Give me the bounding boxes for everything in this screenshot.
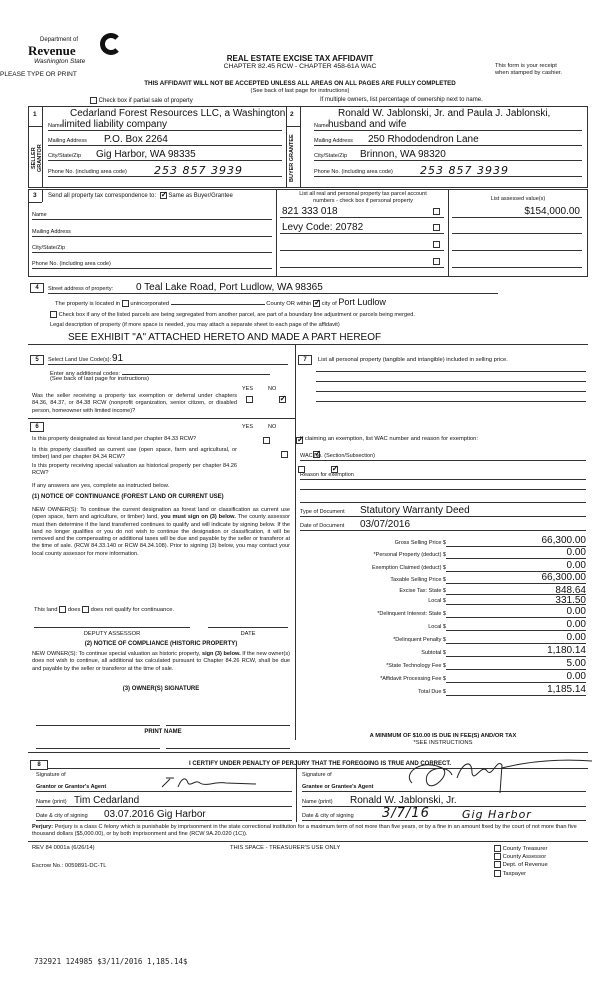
buyer-phone-field[interactable] (314, 164, 582, 177)
seller-city-label: City/State/Zip (48, 153, 82, 159)
corr-phone-field[interactable] (32, 258, 272, 269)
buyer-side-label: BUYER GRANTEE (289, 134, 295, 182)
yes-header: YES (242, 424, 254, 430)
print-name-line-1[interactable] (36, 744, 160, 749)
located-label: The property is located in (55, 301, 121, 307)
fin-label: *Delinquent Penalty $ (393, 637, 446, 643)
notice-2-part-a: NEW OWNER(S): To continue special valuation as historic property, (32, 651, 201, 657)
partial-sale-row (90, 97, 193, 104)
seller-city-field[interactable] (48, 149, 282, 161)
please-print: PLEASE TYPE OR PRINT (0, 71, 77, 78)
divider (296, 760, 297, 822)
unincorporated-label: unincorporated (130, 301, 170, 307)
notice-2-bold: sign (3) below. (201, 651, 241, 657)
city-of-label: city of (321, 301, 337, 307)
qualify-label: This land (34, 607, 58, 614)
reason-line[interactable] (300, 485, 586, 490)
owner-signature-line-1[interactable] (36, 721, 160, 726)
fin-value[interactable]: 1,180.14 (446, 645, 586, 657)
logo-line1: Department of (40, 37, 79, 43)
divider (28, 841, 588, 842)
corr-city-field[interactable] (32, 242, 272, 253)
fin-label: Total Due $ (418, 689, 446, 695)
fin-row (300, 683, 590, 696)
legal-description-value: SEE EXHIBIT "A" ATTACHED HERETO AND MADE A PART HEREOF (68, 332, 382, 343)
see-back-note: (See back of last page for instructions) (250, 88, 350, 94)
additional-codes-field[interactable] (122, 369, 270, 375)
seller-mailing-label: Mailing Address (48, 138, 87, 144)
deputy-assessor-signature-line[interactable] (34, 622, 190, 628)
reason-label: Reason for exemption (300, 472, 354, 478)
exemption-claim-label: If claiming an exemption, list WAC number and reason for exemption: (300, 436, 478, 442)
column-divider (295, 344, 296, 740)
fin-label: *Personal Property (deduct) $ (373, 552, 446, 558)
fin-value[interactable]: 66,300.00 (446, 572, 586, 584)
grantor-name-field[interactable] (36, 795, 292, 807)
copy-label: County Treasurer (502, 846, 548, 853)
assessed-value-field[interactable] (452, 238, 582, 251)
buyer-name-label: Name (314, 123, 329, 129)
does-not-label: does not qualify for continuance. (90, 607, 175, 614)
personal-property-line[interactable] (316, 367, 586, 372)
parcel-row[interactable] (280, 221, 444, 234)
segregated-checkbox[interactable] (50, 311, 57, 318)
seller-phone-value: 253 857 3939 (154, 164, 243, 177)
fin-row (300, 547, 590, 560)
grantor-sig-label-2: Grantor or Grantor's Agent (36, 784, 107, 790)
parcel-header: List all real and personal property tax parcel account numbers - check box if personal property (299, 191, 427, 204)
seller-mailing-value: P.O. Box 2264 (104, 134, 168, 145)
reason-field[interactable] (300, 471, 586, 480)
completion-warning: THIS AFFIDAVIT WILL NOT BE ACCEPTED UNLESS ALL AREAS ON ALL PAGES ARE FULLY COMPLETED (144, 80, 456, 87)
grantor-date-label: Date & city of signing (36, 813, 88, 819)
fin-value[interactable]: 5.00 (446, 658, 586, 670)
same-as-buyer-label: Same as Buyer/Grantee (168, 193, 233, 200)
notice-1-bold: you must sign on (3) below. (160, 514, 236, 521)
divider (28, 344, 588, 345)
no-header: NO (268, 424, 277, 430)
document-date-field[interactable] (300, 519, 586, 531)
divider (448, 189, 449, 277)
grantor-name-value: Tim Cedarland (74, 795, 140, 806)
segregated-row (50, 311, 415, 318)
copy-distribution-list (494, 845, 548, 878)
divider (286, 106, 287, 188)
section-5-number: 5 (30, 355, 44, 365)
county-field[interactable] (171, 298, 265, 305)
divider (286, 126, 300, 127)
fin-label: *State Technology Fee $ (386, 663, 446, 669)
seller-phone-label: Phone No. (including area code) (48, 169, 127, 175)
financials-table (300, 534, 590, 696)
owner-signature-title: (3) OWNER(S) SIGNATURE (122, 686, 200, 692)
document-type-field[interactable] (300, 505, 586, 517)
city-checkbox[interactable] (313, 300, 320, 307)
county-or-label: County OR within (266, 301, 312, 307)
fin-row (300, 572, 590, 585)
fin-label: *Affidavit Processing Fee $ (380, 676, 446, 682)
fin-label: *Delinquent Interest: State $ (377, 611, 446, 617)
perjury-bold: Perjury: (32, 824, 54, 830)
grantee-date-value: 3/7/16 (382, 806, 430, 821)
fin-value[interactable]: 848.64 (446, 585, 586, 595)
assessor-date-line[interactable] (208, 622, 288, 628)
fin-value[interactable]: 66,300.00 (446, 535, 586, 547)
does-not-qualify-checkbox[interactable] (82, 606, 89, 613)
parcel-number: Levy Code: 20782 (282, 222, 364, 233)
divider (28, 126, 42, 127)
buyer-city-label: City/State/Zip (314, 153, 348, 159)
buyer-name-field[interactable] (314, 120, 582, 131)
notice-2-part-b: If the new owner(s) does not wish to continue, all additional tax calculated pursuant to Chapter 84.26 RCW, shall be due and payable by the seller or transferor at the time of sale. (32, 651, 290, 672)
corr-name-label: Name (32, 212, 47, 218)
notice-2-text (32, 651, 290, 673)
buyer-mailing-field[interactable] (314, 134, 582, 146)
deputy-assessor-label: DEPUTY ASSESSOR (83, 631, 141, 637)
fin-value[interactable]: 0.00 (446, 632, 586, 644)
fin-label: Subtotal $ (421, 650, 446, 656)
fin-row (300, 584, 590, 595)
fin-row (300, 559, 590, 572)
fin-value[interactable]: 0.00 (446, 560, 586, 572)
assessed-value-field[interactable] (452, 221, 582, 234)
section-7-number: 7 (298, 355, 312, 365)
copy-item (494, 870, 548, 878)
land-use-label: Select Land Use Code(s): (48, 357, 111, 363)
exemption-yes-checkbox[interactable] (246, 396, 253, 403)
correspondence-label: Send all property tax correspondence to: (48, 193, 157, 200)
grantee-name-value: Ronald W. Jablonski, Jr. (350, 795, 457, 806)
segregated-label: Check box if any of the listed parcels are being segregated from another parcel, are part of a boundary line adjustment or parcels being merged. (58, 311, 415, 318)
legal-description-label: Legal description of property (if more space is needed, you may attach a separate sheet to each page of the affidavit) (50, 322, 340, 328)
personal-property-checkbox[interactable] (433, 208, 440, 215)
corr-mailing-label: Mailing Address (32, 229, 71, 235)
print-name-line-2[interactable] (166, 744, 290, 749)
copy-item (494, 853, 548, 861)
fin-row (300, 605, 590, 618)
section-1-number: 1 (33, 111, 37, 118)
copy-checkbox[interactable] (494, 845, 501, 852)
assessed-value-field[interactable] (452, 205, 582, 218)
seller-name-label: Name (48, 123, 63, 129)
seller-name-field[interactable] (48, 120, 282, 131)
grantor-date-field[interactable] (36, 809, 292, 821)
divider (276, 189, 277, 277)
notice-1-part-b: The county assessor must then determine if the land transferred continues to qualify and will indicate by signing below. If the land no longer qualifies or you do not wish to continue the designation or classification, it will be removed and the compensating or additional taxes will be due and payable by the seller or transferor at the time of sale. (RCW 84.33.140 or RCW 84.34.108). Prior to signing (3) below, you may contact your local county assessor for more information. (32, 514, 291, 557)
minimum-due-note: A MINIMUM OF $10.00 IS DUE IN FEE(S) AND/OR TAX (369, 733, 517, 739)
buyer-mailing-value: 250 Rhododendron Lane (368, 134, 479, 145)
corr-city-label: City/State/Zip (32, 245, 66, 251)
section-4-number: 4 (30, 283, 44, 293)
divider (300, 106, 301, 188)
personal-property-line[interactable] (316, 387, 586, 392)
qualify-row (34, 606, 174, 613)
fin-label: Taxable Selling Price $ (390, 577, 446, 583)
personal-property-checkbox[interactable] (433, 224, 440, 231)
section-3-number: 3 (33, 192, 37, 199)
grantee-sig-label-2: Grantee or Grantee's Agent (302, 784, 374, 790)
notice-1-title: (1) NOTICE OF CONTINUANCE (FOREST LAND OR CURRENT USE) (32, 494, 224, 500)
fin-row (300, 595, 590, 606)
grantee-name-field[interactable] (302, 795, 586, 807)
fin-label: Local $ (428, 624, 446, 630)
seller-side-label: SELLER GRANTOR (31, 144, 43, 172)
section-6-number: 6 (30, 422, 44, 432)
certify-statement: I CERTIFY UNDER PENALTY OF PERJURY THAT THE FOREGOING IS TRUE AND CORRECT. (188, 761, 452, 767)
grantee-signature-field[interactable] (302, 779, 586, 792)
print-name-label: PRINT NAME (144, 729, 182, 735)
logo-line3: Washington State (34, 58, 86, 65)
no-header: NO (268, 386, 277, 392)
section-8-number: 8 (30, 760, 48, 770)
notice-1-text (32, 507, 290, 558)
copy-label: Dept. of Revenue (502, 862, 548, 869)
corr-phone-label: Phone No. (including area code) (32, 261, 111, 267)
parcel-row[interactable] (280, 205, 444, 218)
same-as-buyer-checkbox[interactable] (160, 192, 167, 199)
land-use-field[interactable] (48, 354, 288, 365)
notice-2-title: (2) NOTICE OF COMPLIANCE (HISTORIC PROPERTY) (84, 641, 238, 647)
logo-line2: Revenue (28, 43, 76, 58)
parcel-row[interactable] (280, 238, 444, 251)
perjury-notice (32, 824, 588, 838)
buyer-name-line2: husband and wife (328, 119, 407, 130)
buyer-phone-value: 253 857 3939 (420, 164, 509, 177)
divider (42, 189, 43, 202)
seller-name-line2: limited liability company (62, 119, 168, 130)
fin-row (300, 534, 590, 547)
grantee-date-field[interactable] (302, 806, 586, 821)
divider (28, 202, 42, 203)
corr-name-field[interactable] (32, 210, 272, 220)
fin-row (300, 631, 590, 644)
street-address-value: 0 Teal Lake Road, Port Ludlow, WA 98365 (136, 282, 323, 293)
copy-checkbox[interactable] (494, 853, 501, 860)
grantor-signature-field[interactable] (36, 779, 292, 792)
current-use-yes-checkbox[interactable] (281, 451, 288, 458)
fin-value[interactable]: 1,185.14 (446, 684, 586, 696)
fin-value[interactable]: 0.00 (446, 606, 586, 618)
assessed-header: List assessed value(s) (490, 196, 546, 202)
copy-item (494, 861, 548, 869)
forest-land-question: Is this property designated as forest land per chapter 84.33 RCW? (32, 436, 197, 442)
property-location-row (55, 297, 386, 307)
buyer-mailing-label: Mailing Address (314, 138, 353, 144)
city-value: Port Ludlow (338, 297, 386, 307)
buyer-phone-label: Phone No. (including area code) (314, 169, 393, 175)
cashier-stamp: 732921 124985 $3/11/2016 1,185.14$ (34, 957, 188, 966)
personal-property-checkbox[interactable] (433, 258, 440, 265)
buyer-city-value: Brinnon, WA 98320 (360, 149, 446, 160)
grantor-sig-label-1: Signature of (36, 772, 66, 778)
corr-mailing-field[interactable] (32, 226, 272, 237)
fin-label: Gross Selling Price $ (394, 539, 446, 546)
copy-checkbox[interactable] (494, 861, 501, 868)
fin-value[interactable]: 0.00 (446, 619, 586, 631)
wac-field[interactable] (300, 452, 586, 461)
partial-sale-checkbox[interactable] (90, 97, 97, 104)
exemption-no-checkbox[interactable] (279, 396, 286, 403)
multiple-owners-note: If multiple owners, list percentage of ownership next to name. (320, 97, 483, 103)
form-subtitle: CHAPTER 82.45 RCW - CHAPTER 458-61A WAC (223, 63, 377, 70)
dor-logo (28, 37, 138, 69)
assessed-value: $154,000.00 (524, 206, 580, 217)
copy-item (494, 845, 548, 853)
seller-mailing-field[interactable] (48, 134, 282, 146)
additional-codes-label: Enter any additional codes: (50, 371, 120, 377)
form-title: REAL ESTATE EXCISE TAX AFFIDAVIT (226, 54, 374, 63)
personal-property-label: List all personal property (tangible and intangible) included in selling price. (318, 357, 508, 363)
buyer-city-field[interactable] (314, 149, 582, 161)
exemption-question: Was the seller receiving a property tax exemption or deferral under chapters 84.36, 84.37, or 84.38 RCW (nonprofit organization, senior citizen, or disabled person, homeowner with limited income)? (32, 393, 237, 414)
correspondence-row (48, 192, 233, 199)
wac-label: WAC No. (Section/Subsection) (300, 453, 375, 459)
fin-row (300, 644, 590, 657)
fin-row (300, 618, 590, 631)
document-type-value: Statutory Warranty Deed (360, 505, 470, 516)
unincorporated-checkbox[interactable] (122, 300, 129, 307)
fin-label: Exemption Claimed (deduct) $ (372, 564, 446, 571)
revision-code: REV 84 0001a (6/26/14) (32, 845, 95, 851)
fin-value[interactable]: 331.50 (446, 595, 586, 605)
partial-sale-label: Check box if partial sale of property (98, 98, 193, 105)
receipt-note-1: This form is your receipt (495, 63, 557, 69)
personal-property-checkbox[interactable] (433, 241, 440, 248)
divider (28, 418, 296, 419)
document-type-label: Type of Document (300, 509, 345, 515)
grantor-signature-icon (156, 775, 276, 791)
notice-1-part-a: NEW OWNER(S): To continue the current designation as forest land or classification as current use (open space, farm and agriculture, or timber) land, (32, 507, 290, 521)
grantor-date-value: 03.07.2016 Gig Harbor (104, 809, 206, 820)
fin-label: Local $ (428, 598, 446, 604)
copy-label: Taxpayer (502, 870, 527, 877)
revenue-swirl-icon (100, 33, 122, 55)
seller-city-value: Gig Harbor, WA 98335 (96, 149, 196, 160)
owner-signature-line-2[interactable] (166, 721, 290, 726)
historic-question: Is this property receiving special valuation as historical property per chapter 84.26 RCW? (32, 463, 237, 477)
section-2-number: 2 (290, 111, 294, 118)
fin-row (300, 670, 590, 683)
buyer-name-line1: Ronald W. Jablonski, Jr. and Paula J. Jablonski, (338, 108, 551, 119)
street-address-field[interactable] (48, 281, 498, 294)
grantee-sig-label-1: Signature of (302, 772, 332, 778)
grantee-name-label: Name (print) (302, 799, 333, 805)
grantee-city-value: Gig Harbor (462, 808, 532, 821)
parcel-number: 821 333 018 (282, 206, 338, 217)
perjury-text: Perjury is a class C felony which is punishable by imprisonment in the state correctional institution for a maximum term of not more than five years, or by a fine in an amount fixed by the court of not more than five thousand dollars ($5,000.00), or by both imprisonment and fine (RCW 9A.20.020 (1C)). (32, 824, 577, 837)
grantor-name-label: Name (print) (36, 799, 67, 805)
additional-codes-note: (See back of last page for instructions) (50, 376, 149, 382)
fin-label: Excise Tax: State $ (399, 587, 446, 594)
date-label: DATE (240, 631, 256, 637)
parcel-row[interactable] (280, 255, 444, 268)
fin-value[interactable]: 0.00 (446, 671, 586, 683)
does-qualify-checkbox[interactable] (59, 606, 66, 613)
does-label: does (67, 607, 81, 614)
document-date-value: 03/07/2016 (360, 519, 411, 530)
document-date-label: Date of Document (300, 523, 345, 529)
copy-label: County Assessor (502, 854, 547, 861)
seller-name-line1: Cedarland Forest Resources LLC, a Washington (70, 108, 286, 119)
current-use-question: Is this property classified as current use (open space, farm and agricultural, or timber) land per chapter 84.34 RCW? (32, 447, 237, 461)
grantee-date-label: Date & city of signing (302, 813, 354, 819)
receipt-note-2: when stamped by cashier. (495, 70, 563, 76)
fin-row (300, 657, 590, 670)
copy-checkbox[interactable] (494, 870, 501, 877)
assessed-value-field[interactable] (452, 255, 582, 268)
personal-property-line[interactable] (316, 377, 586, 382)
if-yes-note: If any answers are yes, complete as instructed below. (32, 483, 170, 489)
land-use-value: 91 (112, 353, 124, 364)
street-address-label: Street address of property: (48, 286, 114, 292)
escrow-number: Escrow No.: 0059891-DC-TL (32, 863, 107, 869)
see-instructions-note: *SEE INSTRUCTIONS (413, 740, 473, 746)
yes-header: YES (242, 386, 254, 392)
fin-value[interactable]: 0.00 (446, 547, 586, 559)
personal-property-line[interactable] (316, 397, 586, 402)
forest-land-yes-checkbox[interactable] (263, 437, 270, 444)
reason-line[interactable] (300, 498, 586, 503)
treasurer-use-label: THIS SPACE - TREASURER'S USE ONLY (230, 845, 341, 851)
seller-phone-field[interactable] (48, 164, 282, 177)
